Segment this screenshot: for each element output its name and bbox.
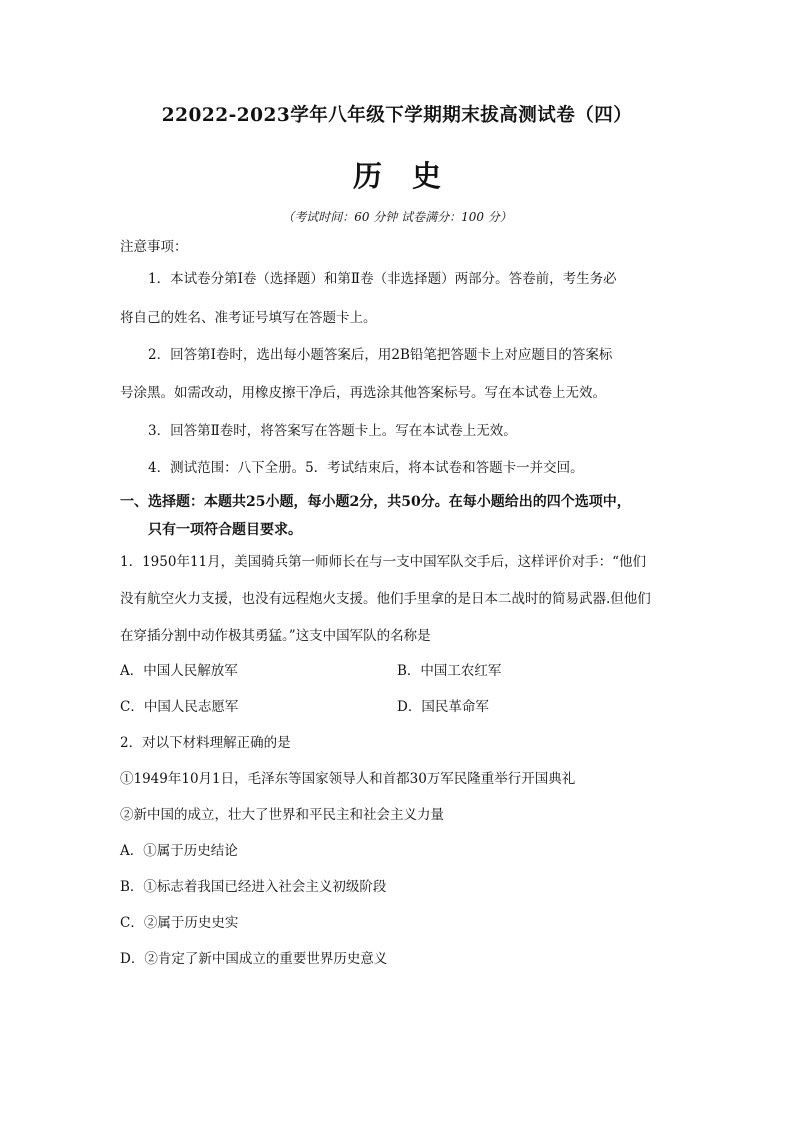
question-2-option-c: C．②属于历史史实: [120, 915, 239, 931]
question-2-stem: 2．对以下材料理解正确的是: [120, 735, 291, 751]
section-heading-line-1: 一、选择题：本题共25小题，每小题2分，共50分。在每小题给出的四个选项中，: [120, 494, 631, 510]
exam-time-info: （考试时间：60 分钟 试卷满分：100 分）: [282, 210, 512, 224]
notice-heading: 注意事项：: [120, 239, 188, 255]
question-1-line-2: 没有航空火力支援，也没有远程炮火支援。他们手里拿的是日本二战时的简易武器.但他们: [120, 591, 651, 607]
question-1-option-b: B．中国工农红军: [397, 663, 502, 679]
question-2-material-1: ①1949年10月1日，毛泽东等国家领导人和首都30万军民隆重举行开国典礼: [120, 771, 576, 787]
question-2-material-2: ②新中国的成立，壮大了世界和平民主和社会主义力量: [120, 807, 444, 823]
question-2-option-a: A．①属于历史结论: [120, 843, 238, 859]
subject-title: 历史: [352, 159, 471, 193]
notice-item-4: 4．测试范围：八下全册。5．考试结束后，将本试卷和答题卡一并交回。: [148, 460, 584, 476]
section-heading-line-2: 只有一项符合题目要求。: [148, 522, 302, 538]
question-1-line-1: 1．1950年11月，美国骑兵第一师师长在与一支中国军队交手后，这样评价对手：“他们: [120, 554, 647, 570]
notice-item-3: 3．回答第Ⅱ卷时，将答案写在答题卡上。写在本试卷上无效。: [148, 423, 517, 439]
question-2-option-d: D．②肯定了新中国成立的重要世界历史意义: [120, 951, 388, 967]
notice-item-2-line-2: 号涂黑。如需改动，用橡皮擦干净后，再选涂其他答案标号。写在本试卷上无效。: [120, 385, 606, 401]
notice-item-1-line-2: 将自己的姓名、准考证号填写在答题卡上。: [120, 310, 377, 326]
question-1-line-3: 在穿插分割中动作极其勇猛。”这支中国军队的名称是: [120, 628, 431, 644]
question-1-option-c: C．中国人民志愿军: [120, 699, 239, 715]
exam-title: 22022-2023学年八年级下学期期末拔高测试卷（四）: [161, 105, 633, 126]
question-2-option-b: B．①标志着我国已经进入社会主义初级阶段: [120, 879, 387, 895]
notice-item-2-line-1: 2．回答第Ⅰ卷时，选出每小题答案后，用2B铅笔把答题卡上对应题目的答案标: [148, 347, 613, 363]
notice-item-1-line-1: 1．本试卷分第Ⅰ卷（选择题）和第Ⅱ卷（非选择题）两部分。答卷前，考生务必: [148, 271, 617, 287]
question-1-option-d: D．国民革命军: [397, 699, 489, 715]
question-1-option-a: A．中国人民解放军: [120, 663, 238, 679]
